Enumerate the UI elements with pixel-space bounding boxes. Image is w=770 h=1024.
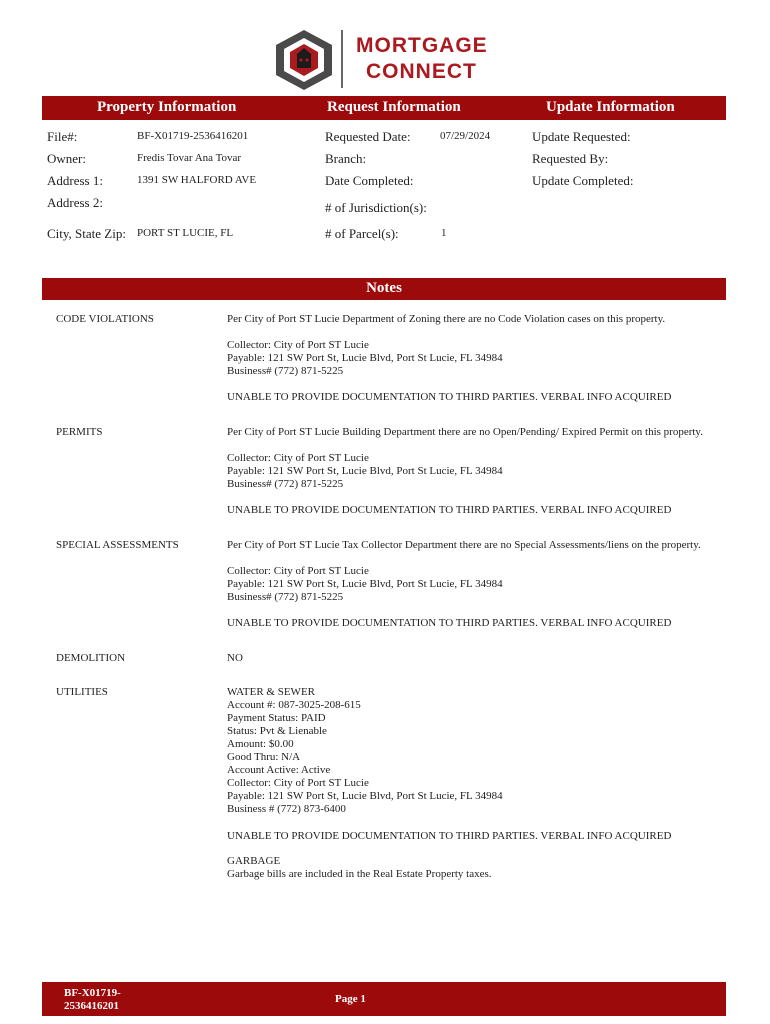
address2-label: Address 2: <box>47 195 103 210</box>
permits-label: PERMITS <box>56 426 103 438</box>
utilities-label: UTILITIES <box>56 686 108 698</box>
file-label: File#: <box>47 129 78 144</box>
owner-value: Fredis Tovar Ana Tovar <box>137 152 242 164</box>
garbage-text: GARBAGE Garbage bills are included in the Real Estate Property taxes. <box>227 855 492 880</box>
permits-disclaimer: UNABLE TO PROVIDE DOCUMENTATION TO THIRD PARTIES. VERBAL INFO ACQUIRED <box>227 504 672 516</box>
footer-file-number-line2: 2536416201 <box>64 1000 119 1012</box>
parcels-label: # of Parcel(s): <box>325 226 399 241</box>
code-violations-disclaimer: UNABLE TO PROVIDE DOCUMENTATION TO THIRD PARTIES. VERBAL INFO ACQUIRED <box>227 391 672 403</box>
owner-label: Owner: <box>47 151 86 166</box>
house-shield-logo-icon <box>272 28 336 92</box>
demolition-label: DEMOLITION <box>56 652 126 664</box>
utilities-text: WATER & SEWER Account #: 087-3025-208-615 Payment Status: PAID Status: Pvt & Lienable Amount: $0.00 Good Thru: N/A Account Active: Active Collector: City of Port ST Lucie Payable: 121 SW Port St, Lucie Blvd, Port St Lucie, FL 34984 Business # (772) 873-6400 <box>227 686 503 815</box>
parcels-value: 1 <box>441 227 447 239</box>
code-violations-text: Per City of Port ST Lucie Department of Zoning there are no Code Violation cases on this property. <box>227 313 666 325</box>
logo-divider <box>341 30 343 88</box>
requested-by-label: Requested By: <box>532 151 609 166</box>
footer-bar <box>42 982 726 1016</box>
permits-collector: Collector: City of Port ST Lucie Payable: 121 SW Port St, Lucie Blvd, Port St Lucie, FL 34984 Business# (772) 871-5225 <box>227 452 503 490</box>
page-number: Page 1 <box>335 993 366 1005</box>
address1-value: 1391 SW HALFORD AVE <box>137 174 257 186</box>
brand-name-line2: CONNECT <box>366 60 477 83</box>
code-violations-label: CODE VIOLATIONS <box>56 313 154 325</box>
requested-date-value: 07/29/2024 <box>440 130 491 142</box>
date-completed-label: Date Completed: <box>325 173 414 188</box>
notes-heading: Notes <box>366 280 402 296</box>
permits-text: Per City of Port ST Lucie Building Department there are no Open/Pending/ Expired Permit on this property. <box>227 426 703 438</box>
update-completed-label: Update Completed: <box>532 173 634 188</box>
update-information-heading: Update Information <box>546 99 675 115</box>
branch-label: Branch: <box>325 151 367 166</box>
property-information-heading: Property Information <box>97 99 237 115</box>
request-information-heading: Request Information <box>327 99 461 115</box>
special-assessments-label: SPECIAL ASSESSMENTS <box>56 539 179 551</box>
update-requested-label: Update Requested: <box>532 129 631 144</box>
footer-file-number-line1: BF-X01719- <box>64 987 121 999</box>
code-violations-collector: Collector: City of Port ST Lucie Payable: 121 SW Port St, Lucie Blvd, Port St Lucie, FL 34984 Business# (772) 871-5225 <box>227 339 503 377</box>
utilities-disclaimer: UNABLE TO PROVIDE DOCUMENTATION TO THIRD PARTIES. VERBAL INFO ACQUIRED <box>227 830 672 842</box>
special-assessments-disclaimer: UNABLE TO PROVIDE DOCUMENTATION TO THIRD PARTIES. VERBAL INFO ACQUIRED <box>227 617 672 629</box>
city-state-zip-label: City, State Zip: <box>47 226 126 241</box>
special-assessments-collector: Collector: City of Port ST Lucie Payable: 121 SW Port St, Lucie Blvd, Port St Lucie, FL 34984 Business# (772) 871-5225 <box>227 565 503 603</box>
brand-name-line1: MORTGAGE <box>356 34 488 57</box>
jurisdictions-label: # of Jurisdiction(s): <box>325 200 427 215</box>
requested-date-label: Requested Date: <box>325 129 411 144</box>
demolition-value: NO <box>227 652 243 664</box>
file-value: BF-X01719-2536416201 <box>137 130 249 142</box>
address1-label: Address 1: <box>47 173 103 188</box>
special-assessments-text: Per City of Port ST Lucie Tax Collector Department there are no Special Assessments/liens on the property. <box>227 539 701 551</box>
city-state-zip-value: PORT ST LUCIE, FL <box>137 227 234 239</box>
